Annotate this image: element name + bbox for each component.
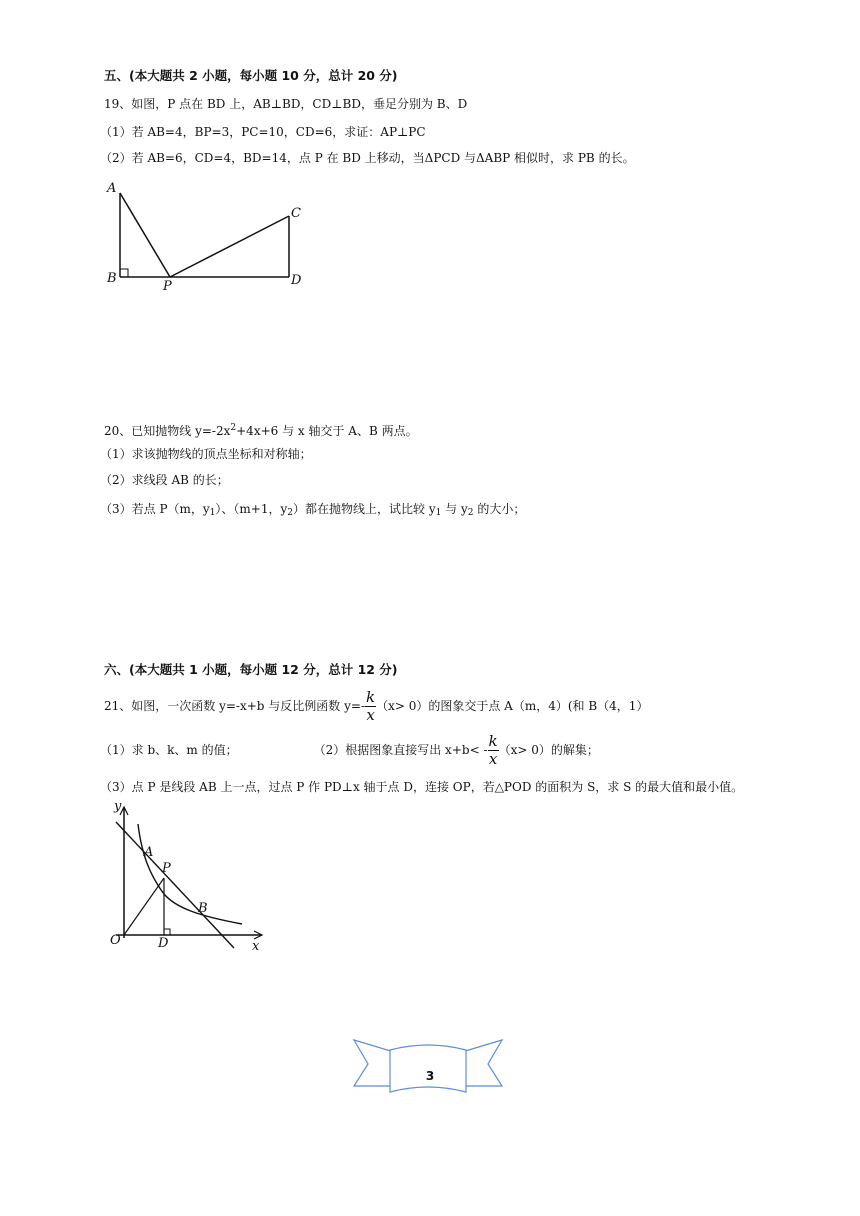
fraction-k-over-x-2: $\frac{k}{x}$ <box>488 732 498 768</box>
ribbon-right-tail <box>462 1040 502 1086</box>
q21-part1: （1）求 b、k、m 的值； <box>100 743 238 757</box>
q21-figure <box>104 798 274 953</box>
q20-part1: （1）求该抛物线的顶点坐标和对称轴； <box>100 447 312 461</box>
q19-figure <box>100 178 320 293</box>
page-number: 3 <box>425 1069 435 1083</box>
label-d: D <box>158 936 169 951</box>
line-ab <box>116 822 234 948</box>
q20-part2: （2）求线段 AB 的长； <box>100 473 229 487</box>
q19-part1: （1）若 AB=4，BP=3，PC=10，CD=6，求证：AP⊥PC <box>100 125 426 139</box>
label-b: B <box>198 901 208 916</box>
fraction-k-over-x: $\frac{k}{x}$ <box>366 688 376 724</box>
label-p: P <box>162 861 171 876</box>
q21-parts-1-2 <box>100 730 599 770</box>
q20-stem: 20、已知抛物线 $y=-2x^2+4x+6$ 与 x 轴交于 A、B 两点。 <box>104 423 418 438</box>
section-6-heading: 六、(本大题共 1 小题，每小题 12 分，总计 12 分) <box>104 662 398 677</box>
q20-part3: （3）若点 P（m，$y_1$）、（m+1，$y_2$）都在抛物线上，试比较 $y_1$ 与 $y_2$ 的大小； <box>100 502 526 518</box>
ribbon-left-tail <box>354 1040 394 1086</box>
label-o: O <box>110 933 121 948</box>
label-p: P <box>163 279 172 293</box>
label-b: B <box>107 271 117 286</box>
label-c: C <box>291 206 301 221</box>
page-number-ribbon <box>352 1034 504 1096</box>
right-angle-mark-d <box>164 929 170 935</box>
q21-stem: 21、如图，一次函数 y=-x+b 与反比例函数 y=- $\frac{k}{x}$ （x> 0）的图象交于点 A（m，4）(和 B（4，1） <box>104 688 649 724</box>
section-5-heading: 五、(本大题共 2 小题，每小题 10 分，总计 20 分) <box>104 68 398 83</box>
segment-op <box>124 878 164 935</box>
q19-stem: 19、如图，P 点在 BD 上，AB⊥BD，CD⊥BD，垂足分别为 B、D <box>104 97 468 111</box>
label-a: A <box>107 181 117 196</box>
q21-part3: （3）点 P 是线段 AB 上一点，过点 P 作 PD⊥x 轴于点 D，连接 OP，若△POD 的面积为 S，求 S 的最大值和最小值。 <box>100 780 744 794</box>
label-x: x <box>252 939 260 953</box>
label-y: y <box>114 799 122 814</box>
hyperbola-curve <box>138 824 242 924</box>
right-angle-mark-b <box>120 269 128 277</box>
segment-pc <box>170 216 289 277</box>
label-d: D <box>291 273 302 288</box>
label-a: A <box>144 845 154 860</box>
segment-ap <box>120 193 170 277</box>
q19-part2: （2）若 AB=6，CD=4，BD=14，点 P 在 BD 上移动，当ΔPCD 与ΔABP 相似时，求 PB 的长。 <box>100 151 635 165</box>
q21-part2: （2）根据图象直接写出 x+b< - $\frac{k}{x}$ （x> 0）的解集； <box>313 732 599 768</box>
